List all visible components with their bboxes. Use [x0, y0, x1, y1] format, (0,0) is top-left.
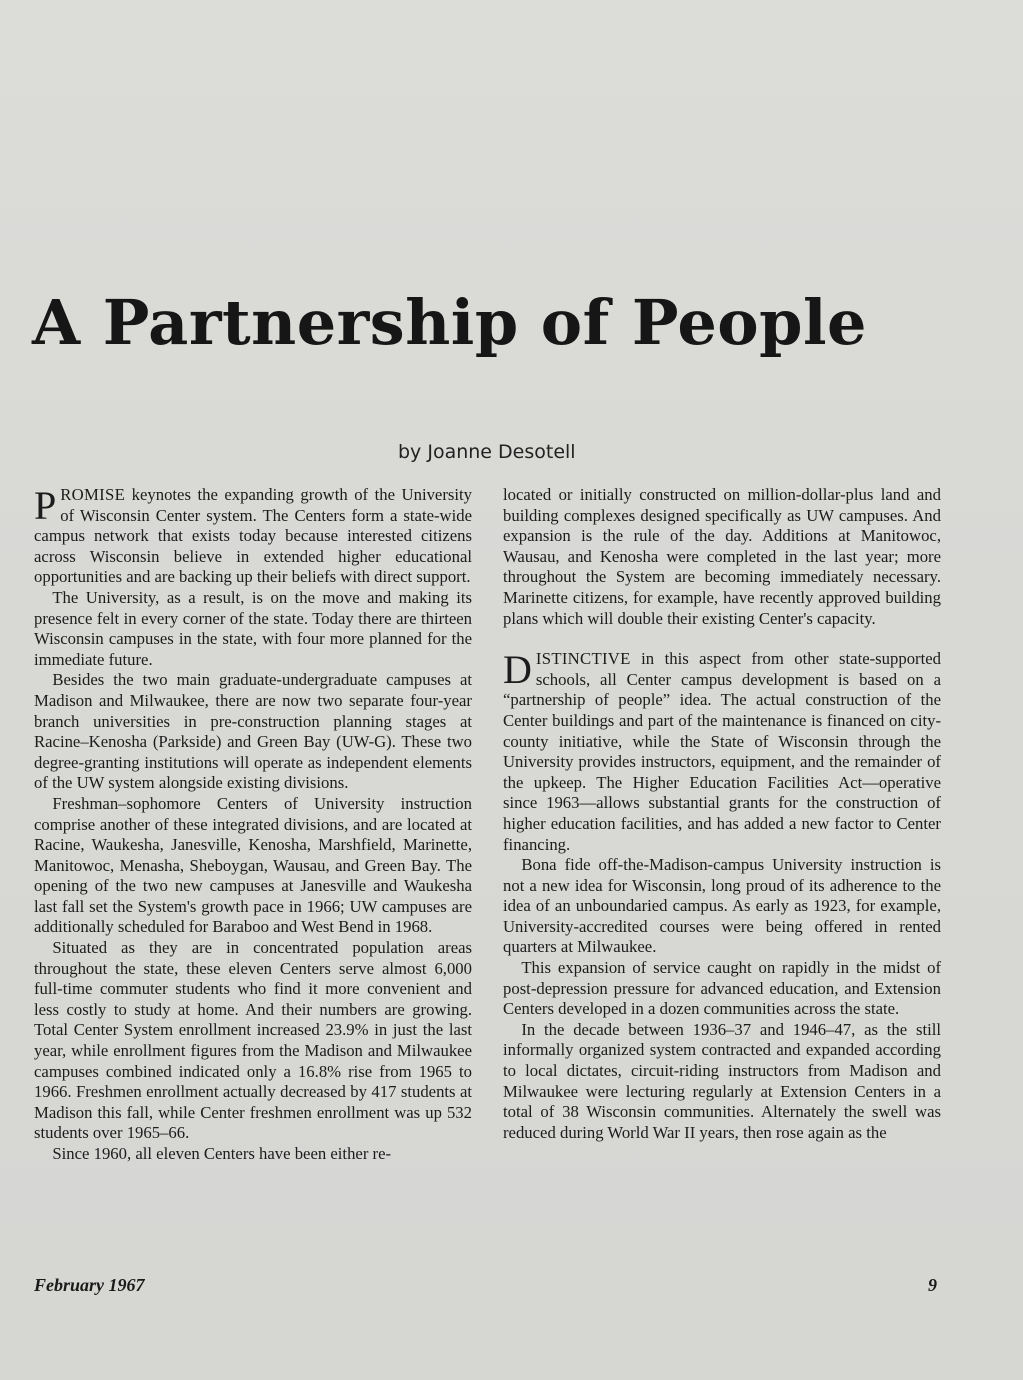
drop-cap: D	[503, 647, 532, 693]
issue-date: February 1967	[34, 1275, 145, 1295]
paragraph: In the decade between 1936–37 and 1946–47, as the still informally organized system contracted and expanded according to local dictates, circuit-riding instructors from Madison and Milwaukee were lecturing regularly at Extension Centers in a total of 38 Wisconsin communities. Alternately the swell was reduced during World War II years, then rose again as the	[503, 1019, 941, 1142]
article-title: A Partnership of People	[32, 285, 867, 359]
paragraph: located or initially constructed on million-dollar-plus land and building complexes designed specifically as UW campuses. And expansion is the rule of the day. Additions at Manitowoc, Wausau, and Kenosha were completed in the last year; more throughout the System are becoming immediately necessary. Marinette citizens, for example, have recently approved building plans which will double their existing Center's capacity.	[503, 485, 941, 628]
lead-word: ROMISE	[60, 485, 126, 504]
paragraph: Situated as they are in concentrated population areas throughout the state, these eleven Centers serve almost 6,000 full-time commuter students who find it more convenient and less costly to study at home. And their numbers are growing. Total Center System enrollment increased 23.9% in just the last year, while enrollment figures from the Madison and Milwaukee campuses combined indicated only a 16.8% rise from 1965 to 1966. Freshmen enrollment actually decreased by 417 students at Madison this fall, while Center freshmen enrollment was up 532 students over 1965–66.	[34, 938, 472, 1143]
lead-word: ISTINCTIVE	[535, 649, 631, 669]
paragraph: Bona fide off-the-Madison-campus University instruction is not a new idea for Wisconsin, long proud of its adherence to the idea of an unboundaried campus. As early as 1923, for example, University-accredited courses were being offered in rented quarters at Milwaukee.	[503, 855, 941, 957]
right-column	[503, 485, 941, 1143]
paragraph: The University, as a result, is on the move and making its presence felt in every corner of the state. Today there are thirteen Wisconsin campuses in the state, with four more planned for the immediate future.	[34, 587, 472, 669]
page-number: 9	[928, 1275, 937, 1295]
paragraph: This expansion of service caught on rapidly in the midst of post-depression pressure for advanced education, and Extension Centers developed in a dozen communities across the state.	[503, 958, 941, 1019]
paragraph-text: keynotes the expanding growth of the University of Wisconsin Center system. The Centers form a state-wide campus network that exists today because interested citizens across Wisconsin believe in extended higher educational opportunities and are backing up their beliefs with direct support.	[34, 485, 472, 587]
article-byline: by Joanne Desotell	[398, 441, 576, 463]
drop-cap: P	[34, 483, 57, 528]
paragraph: Besides the two main graduate-undergraduate campuses at Madison and Milwaukee, there are now two separate four-year branch universities in pre-construction planning stages at Racine–Kenosha (Parkside) and Green Bay (UW-G). These two degree-granting institutions will operate as independent elements of the UW system alongside existing divisions.	[34, 670, 472, 793]
left-column	[34, 485, 472, 1165]
paragraph-text: in this aspect from other state-supported schools, all Center campus development is based on a “partnership of people” idea. The actual construction of the Center buildings and part of the maintenance is financed on city-county initiative, while the State of Wisconsin through the University provides instructors, equipment, and the remainder of the upkeep. The Higher Education Facilities Act—operative since 1963—allows substantial grants for the construction of higher education facilities, and has added a new factor to Center financing.	[503, 649, 941, 854]
paragraph	[503, 649, 941, 855]
paragraph: Since 1960, all eleven Centers have been either re-	[52, 1144, 392, 1163]
paragraph	[34, 485, 472, 588]
paragraph: Freshman–sophomore Centers of University instruction comprise another of these integrated divisions, and are located at Racine, Waukesha, Janesville, Kenosha, Marshfield, Marinette, Manitowoc, Menasha, Sheboygan, Wausau, and Green Bay. The opening of the two new campuses at Janesville and Waukesha last fall set the System's growth pace in 1966; UW campuses are additionally scheduled for Baraboo and West Bend in 1968.	[34, 793, 472, 937]
